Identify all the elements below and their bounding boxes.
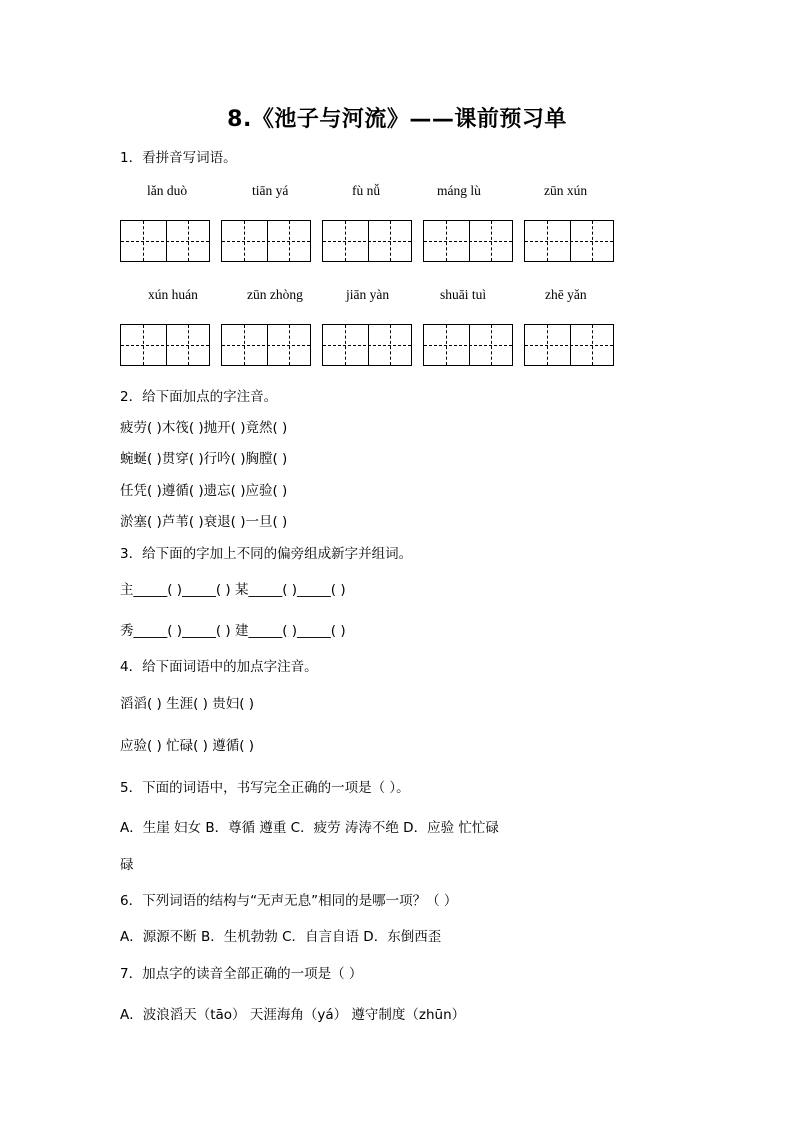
- q7-heading: 7．加点字的读音全部正确的一项是（ ）: [120, 966, 363, 982]
- q7-options: A．波浪滔天（tāo） 天涯海角（yá） 遵守制度（zhūn）: [120, 1007, 466, 1023]
- q3-line-1: 主_____( )_____( ) 某_____( )_____( ): [120, 582, 346, 598]
- q5-heading: 5．下面的词语中，书写完全正确的一项是（ ）。: [120, 780, 410, 796]
- q1-heading: 1．看拼音写词语。: [120, 150, 237, 166]
- q2-line: 任凭( )遵循( )遗忘( )应验( ): [120, 483, 288, 499]
- q1-pinyin-4: máng lù: [437, 183, 481, 198]
- writing-box[interactable]: [120, 220, 210, 262]
- q4-line-2: 应验( ) 忙碌( ) 遵循( ): [120, 738, 255, 754]
- writing-box[interactable]: [322, 220, 412, 262]
- q1-pinyin-6: xún huán: [148, 287, 198, 302]
- q1-pinyin-9: shuāi tuì: [440, 287, 487, 302]
- writing-box[interactable]: [221, 220, 311, 262]
- q1-pinyin-3: fù nǚ: [352, 183, 381, 198]
- q2-line: 蜿蜒( )贯穿( )行吟( )胸膛( ): [120, 451, 288, 467]
- q6-options: A．源源不断 B．生机勃勃 C．自言自语 D．东倒西歪: [120, 929, 442, 945]
- writing-box[interactable]: [524, 220, 614, 262]
- writing-box[interactable]: [423, 324, 513, 366]
- q1-pinyin-2: tiān yá: [252, 183, 289, 198]
- q1-pinyin-10: zhē yǎn: [545, 287, 587, 302]
- q2-line: 疲劳( )木筏( )抛开( )竟然( ): [120, 420, 288, 436]
- q2-heading: 2．给下面加点的字注音。: [120, 389, 278, 405]
- writing-box[interactable]: [322, 324, 412, 366]
- q1-pinyin-5: zūn xún: [544, 183, 588, 198]
- q2-line: 淤塞( )芦苇( )衰退( )一旦( ): [120, 514, 288, 530]
- writing-box[interactable]: [221, 324, 311, 366]
- q3-line-2: 秀_____( )_____( ) 建_____( )_____( ): [120, 623, 346, 639]
- q1-pinyin-1: lǎn duò: [147, 183, 188, 198]
- page-title: 8.《池子与河流》——课前预习单: [227, 107, 567, 132]
- q5-options: A．生崖 妇女 B．尊循 遵重 C．疲劳 涛涛不绝 D．应验 忙忙碌: [120, 820, 499, 836]
- writing-box[interactable]: [524, 324, 614, 366]
- q6-heading: 6．下列词语的结构与“无声无息”相同的是哪一项？（ ）: [120, 893, 458, 909]
- q3-heading: 3．给下面的字加上不同的偏旁组成新字并组词。: [120, 546, 413, 562]
- q5-options-wrap: 碌: [120, 857, 134, 873]
- q1-pinyin-8: jiān yàn: [346, 287, 390, 302]
- writing-box[interactable]: [120, 324, 210, 366]
- q4-heading: 4．给下面词语中的加点字注音。: [120, 659, 318, 675]
- writing-box[interactable]: [423, 220, 513, 262]
- q1-pinyin-7: zūn zhòng: [247, 287, 303, 302]
- q4-line-1: 滔滔( ) 生涯( ) 贵妇( ): [120, 696, 255, 712]
